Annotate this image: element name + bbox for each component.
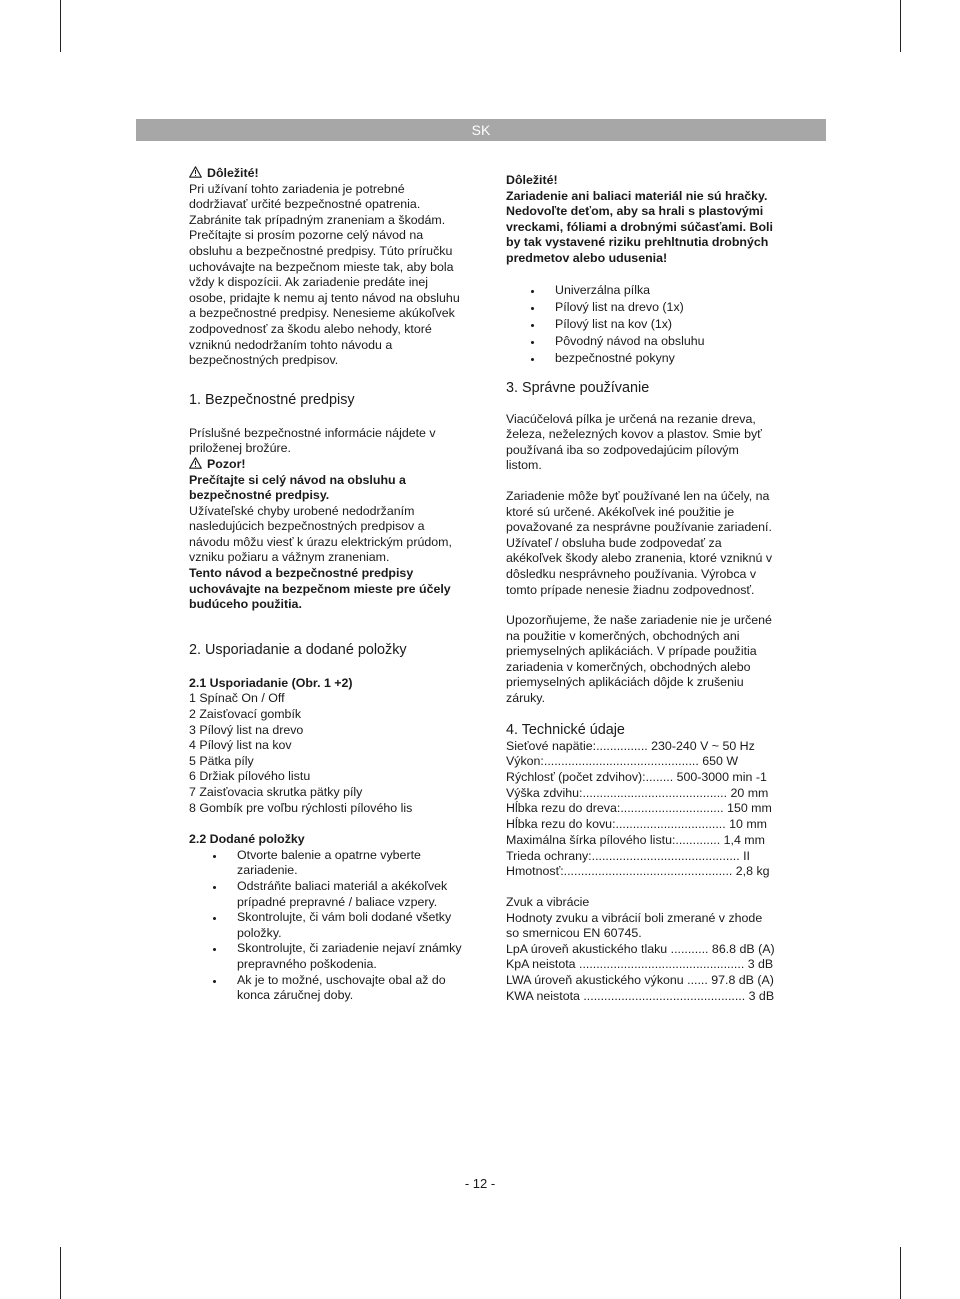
section-2-title: 2. Usporiadanie a dodané položky bbox=[189, 641, 407, 658]
page-number: - 12 - bbox=[464, 1176, 496, 1191]
section-4-title: 4. Technické údaje bbox=[506, 721, 625, 738]
important-heading bbox=[189, 166, 494, 182]
spec-row: Maximálna šírka pílového listu:............. 1,4 mm bbox=[506, 832, 765, 847]
warning-icon bbox=[189, 457, 202, 469]
noise-title: Zvuk a vibrácie bbox=[506, 894, 590, 909]
section-1-title: 1. Bezpečnostné predpisy bbox=[189, 391, 355, 408]
text-line: priemyselných aplikáciách dôjde k zrušeniu bbox=[506, 675, 744, 690]
right-column bbox=[506, 173, 811, 1004]
text-line: nasledujúcich bezpečnostných predpisov a bbox=[189, 519, 425, 534]
section-2-2-title: 2.2 Dodané položky bbox=[189, 832, 305, 847]
text-line: prípadné prepravné / baliace vzpery. bbox=[237, 894, 438, 909]
crop-mark bbox=[60, 1247, 61, 1299]
text-line: akékoľvek škody alebo zranenia, ktoré vzniknú v bbox=[506, 551, 773, 566]
parts-list bbox=[189, 691, 494, 816]
text-line: Zariadenie ani baliaci materiál nie sú hračky. bbox=[506, 188, 768, 203]
crop-mark bbox=[900, 0, 901, 52]
spec-row: Rýchlosť (počet zdvihov):........ 500-3000 min -1 bbox=[506, 770, 767, 785]
text-line: Upozorňujeme, že naše zariadenie nie je určené bbox=[506, 613, 772, 628]
text-line: osobe, pridajte k nemu aj tento návod na obsluhu bbox=[189, 290, 460, 305]
list-item: 8 Gombík pre voľbu rýchlosti pílového lis bbox=[189, 800, 413, 815]
important-title-right: Dôležité! bbox=[506, 173, 558, 187]
text-line: prepravného poškodenia. bbox=[237, 956, 377, 971]
text-line: Odstráňte baliaci materiál a akékoľvek bbox=[237, 878, 448, 893]
section-1-intro bbox=[189, 426, 494, 457]
text-line: vzniknú nedodržaním tohto návodu a bbox=[189, 337, 393, 352]
spec-row: LpA úroveň akustického tlaku ........... 86.8 dB (A) bbox=[506, 941, 775, 956]
text-line: Nedovoľte deťom, aby sa hrali s plastovými bbox=[506, 204, 764, 219]
package-contents-list bbox=[506, 282, 811, 367]
list-item: 4 Pílový list na kov bbox=[189, 738, 292, 753]
text-line: vzniku požiaru a vážnym zraneniam. bbox=[189, 550, 390, 565]
list-item: 2 Zaisťovací gombík bbox=[189, 707, 302, 722]
text-line: budúceho použitia. bbox=[189, 597, 302, 612]
text-line: uchovávajte na bezpečnom mieste pre účely bbox=[189, 581, 451, 596]
text-line: Tento návod a bezpečnostné predpisy bbox=[189, 566, 414, 581]
text-line: na použitie v komerčných, obchodných ani bbox=[506, 628, 740, 643]
text-line: bezpečnostných predpisov. bbox=[189, 353, 339, 368]
text-line: obsluhu a bezpečnostné predpisy. Túto príručku bbox=[189, 243, 453, 258]
text-line: Otvorte balenie a opatrne vyberte bbox=[237, 847, 421, 862]
list-item bbox=[189, 941, 494, 972]
list-item: Pôvodný návod na obsluhu bbox=[506, 333, 811, 350]
list-item: 1 Spínač On / Off bbox=[189, 691, 285, 706]
text-line: vždy k dispozícii. Ak zariadenie predáte inej bbox=[189, 275, 428, 290]
list-item bbox=[189, 848, 494, 879]
text-line: považované za nesprávne používanie zariadení. bbox=[506, 520, 772, 535]
important-warning-text bbox=[506, 189, 811, 267]
technical-specs bbox=[506, 739, 811, 880]
text-line: konca záručnej doby. bbox=[237, 988, 354, 1003]
noise-values bbox=[506, 911, 811, 1005]
list-item: 6 Držiak pílového listu bbox=[189, 769, 311, 784]
text-line: priemyselných aplikáciách. V prípade použitia bbox=[506, 644, 757, 659]
spec-row: Hĺbka rezu do kovu:................................ 10 mm bbox=[506, 817, 767, 832]
text-line: ktoré sú určené. Akékoľvek iné použitie je bbox=[506, 504, 735, 519]
spec-row: KpA neistota ................................................ 3 dB bbox=[506, 957, 774, 972]
left-column bbox=[189, 166, 494, 1004]
text-line: vreckami, fóliami a drobnými súčasťami. Boli bbox=[506, 219, 773, 234]
text-line: so smernicou EN 60745. bbox=[506, 926, 642, 941]
text-line: Ak je to možné, uschovajte obal až do bbox=[237, 972, 446, 987]
section-3-title: 3. Správne používanie bbox=[506, 379, 650, 396]
spec-row: Výkon:............................................. 650 W bbox=[506, 754, 739, 769]
spec-row: Hmotnosť:................................................. 2,8 kg bbox=[506, 864, 770, 879]
text-line: Skontrolujte, či zariadenie nejaví známky bbox=[237, 941, 462, 956]
text-line: dôsledku nesprávneho používania. Výrobca v bbox=[506, 566, 757, 581]
spec-row: Hĺbka rezu do dreva:.............................. 150 mm bbox=[506, 801, 772, 816]
text-line: Hodnoty zvuku a vibrácií boli zmerané v zhode bbox=[506, 910, 763, 925]
warning-icon bbox=[189, 166, 202, 178]
text-line: by tak vystavené riziku prehltnutia drobných bbox=[506, 235, 769, 250]
important-title: Dôležité! bbox=[207, 166, 259, 180]
text-line: železa, neželezných kovov a plastov. Smie byť bbox=[506, 427, 762, 442]
list-item: 5 Pätka píly bbox=[189, 753, 254, 768]
caution-text bbox=[189, 504, 494, 566]
usage-paragraph-1 bbox=[506, 412, 811, 474]
text-line: Viacúčelová pílka je určená na rezanie dreva, bbox=[506, 411, 756, 426]
text-line: tomto prípade nenesie žiadnu zodpovednosť. bbox=[506, 582, 755, 597]
language-label: SK bbox=[471, 122, 491, 138]
list-item bbox=[189, 973, 494, 1004]
text-line: bezpečnostné predpisy. bbox=[189, 488, 330, 503]
text-line: zodpovednosť za škodu alebo nehody, ktoré bbox=[189, 321, 432, 336]
text-line: návodu môžu viesť k úrazu elektrickým prúdom, bbox=[189, 534, 452, 549]
list-item: Pílový list na drevo (1x) bbox=[506, 299, 811, 316]
delivery-list bbox=[189, 848, 494, 1004]
caution-bold-text bbox=[189, 473, 494, 504]
caution-bold-text-2 bbox=[189, 566, 494, 613]
list-item: 7 Zaisťovacia skrutka pätky píly bbox=[189, 785, 363, 799]
text-line: listom. bbox=[506, 458, 542, 473]
text-line: Skontrolujte, či vám boli dodané všetky bbox=[237, 910, 452, 925]
section-2-1-title: 2.1 Usporiadanie (Obr. 1 +2) bbox=[189, 675, 353, 690]
list-item: Univerzálna pílka bbox=[506, 282, 811, 299]
text-line: Pri užívaní tohto zariadenia je potrebné bbox=[189, 181, 405, 196]
text-line: zariadenie. bbox=[237, 863, 298, 878]
crop-mark bbox=[900, 1247, 901, 1299]
list-item bbox=[189, 879, 494, 910]
text-line: dodržiavať určité bezpečnostné opatrenia. bbox=[189, 197, 421, 212]
spec-row: Sieťové napätie:............... 230-240 V ~ 50 Hz bbox=[506, 738, 755, 753]
text-line: Príslušné bezpečnostné informácie nájdete v bbox=[189, 425, 436, 440]
list-item: Pílový list na kov (1x) bbox=[506, 316, 811, 333]
text-line: Zariadenie môže byť používané len na účely, na bbox=[506, 488, 770, 503]
list-item bbox=[189, 910, 494, 941]
text-line: priloženej brožúre. bbox=[189, 441, 291, 456]
text-line: Užívateľské chyby urobené nedodržaním bbox=[189, 503, 415, 518]
text-line: Prečítajte si prosím pozorne celý návod na bbox=[189, 228, 424, 243]
caution-title: Pozor! bbox=[207, 456, 246, 471]
text-line: položky. bbox=[237, 925, 282, 940]
usage-paragraph-2 bbox=[506, 489, 811, 598]
spec-row: LWA úroveň akustického výkonu ...... 97.8 dB (A) bbox=[506, 972, 774, 987]
text-line: Prečítajte si celý návod na obsluhu a bbox=[189, 472, 406, 487]
spec-row: KWA neistota ............................................... 3 dB bbox=[506, 988, 775, 1003]
list-item: 3 Pílový list na drevo bbox=[189, 722, 304, 737]
usage-paragraph-3 bbox=[506, 613, 811, 707]
list-item: bezpečnostné pokyny bbox=[506, 350, 811, 367]
text-line: Zabránite tak prípadným zraneniam a škodám. bbox=[189, 212, 446, 227]
text-line: predmetov alebo udusenia! bbox=[506, 250, 668, 265]
text-line: uchovávajte na bezpečnom mieste tak, aby bola bbox=[189, 259, 454, 274]
caution-heading bbox=[189, 457, 494, 473]
text-line: zariadenia v komerčných, obchodných alebo bbox=[506, 659, 751, 674]
language-header-bar bbox=[136, 119, 826, 141]
spec-row: Trieda ochrany:........................................... II bbox=[506, 848, 750, 863]
important-text bbox=[189, 182, 494, 369]
text-line: záruky. bbox=[506, 691, 546, 706]
spec-row: Výška zdvihu:.......................................... 20 mm bbox=[506, 785, 769, 800]
crop-mark bbox=[60, 0, 61, 52]
text-line: používaná iba so zodpovedajúcim pílovým bbox=[506, 442, 739, 457]
text-line: Užívateľ / obsluha bude zodpovedať za bbox=[506, 535, 722, 550]
text-line: a bezpečnostné predpisy. Nenesieme akúkoľvek bbox=[189, 306, 455, 321]
